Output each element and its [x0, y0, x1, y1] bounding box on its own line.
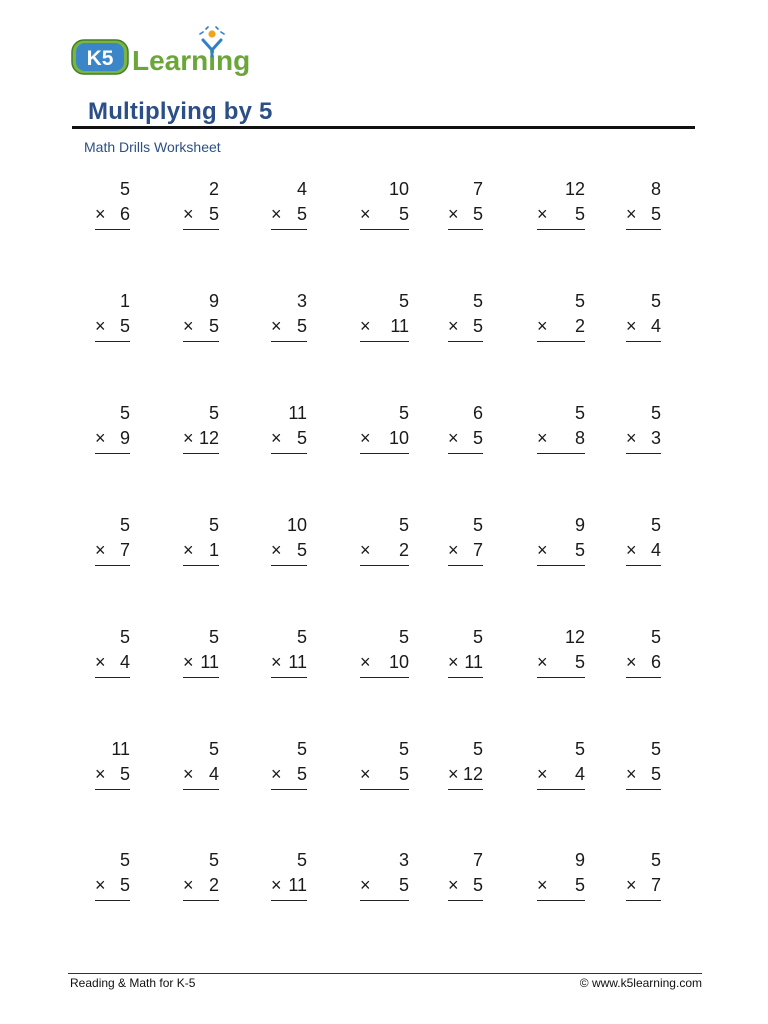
problem-r4-c6: [537, 514, 585, 574]
multiplier: 5: [208, 316, 219, 336]
problem-r6-c1: [95, 738, 130, 798]
multiplier: 11: [390, 316, 409, 336]
multiplier: 4: [119, 652, 130, 672]
answer-line: [95, 900, 130, 901]
multiplicand: 5: [650, 403, 661, 423]
times-sign: ×: [448, 204, 459, 224]
multiplicand: 5: [472, 627, 483, 647]
answer-line: [271, 789, 307, 790]
multiplier: 5: [296, 764, 307, 784]
times-sign: ×: [626, 875, 637, 895]
times-sign: ×: [271, 316, 282, 336]
multiplier: 5: [296, 428, 307, 448]
problem-r5-c3: [271, 626, 307, 686]
multiplier: 6: [119, 204, 130, 224]
problem-r1-c4: [360, 178, 409, 238]
multiplier: 8: [574, 428, 585, 448]
problem-r6-c6: [537, 738, 585, 798]
answer-line: [626, 789, 661, 790]
answer-line: [360, 341, 409, 342]
multiplicand: 5: [398, 403, 409, 423]
multiplicand: 5: [472, 291, 483, 311]
times-sign: ×: [626, 652, 637, 672]
times-sign: ×: [271, 875, 282, 895]
footer-tagline: Reading & Math for K-5: [70, 976, 196, 990]
multiplicand: 5: [296, 850, 307, 870]
multiplicand: 5: [119, 403, 130, 423]
answer-line: [183, 677, 219, 678]
svg-text:Learning: Learning: [132, 45, 251, 76]
times-sign: ×: [537, 652, 548, 672]
answer-line: [360, 900, 409, 901]
multiplicand: 5: [119, 627, 130, 647]
multiplier: 7: [472, 540, 483, 560]
times-sign: ×: [95, 652, 106, 672]
times-sign: ×: [448, 652, 459, 672]
multiplier: 11: [288, 652, 307, 672]
answer-line: [95, 789, 130, 790]
multiplier: 5: [472, 428, 483, 448]
answer-line: [448, 453, 483, 454]
times-sign: ×: [537, 428, 548, 448]
footer-copyright: © www.k5learning.com: [579, 976, 702, 990]
multiplier: 5: [472, 204, 483, 224]
multiplicand: 3: [296, 291, 307, 311]
multiplier: 5: [119, 764, 130, 784]
answer-line: [537, 453, 585, 454]
times-sign: ×: [95, 540, 106, 560]
problem-r5-c4: [360, 626, 409, 686]
times-sign: ×: [537, 764, 548, 784]
problem-r1-c7: [626, 178, 661, 238]
multiplier: 5: [574, 652, 585, 672]
multiplier: 5: [472, 875, 483, 895]
answer-line: [271, 900, 307, 901]
problem-r7-c4: [360, 849, 409, 909]
answer-line: [626, 341, 661, 342]
problem-r1-c3: [271, 178, 307, 238]
times-sign: ×: [271, 764, 282, 784]
answer-line: [626, 900, 661, 901]
problem-r4-c7: [626, 514, 661, 574]
multiplicand: 9: [574, 515, 585, 535]
answer-line: [183, 900, 219, 901]
problem-r3-c6: [537, 402, 585, 462]
multiplier: 5: [296, 204, 307, 224]
problem-r1-c5: [448, 178, 483, 238]
answer-line: [448, 789, 483, 790]
problem-r4-c2: [183, 514, 219, 574]
problem-r3-c2: [183, 402, 219, 462]
times-sign: ×: [626, 428, 637, 448]
multiplicand: 9: [208, 291, 219, 311]
problem-r6-c4: [360, 738, 409, 798]
worksheet-title: Multiplying by 5: [88, 98, 273, 125]
multiplier: 10: [388, 428, 409, 448]
multiplier: 4: [650, 540, 661, 560]
problem-r4-c5: [448, 514, 483, 574]
multiplier: 2: [208, 875, 219, 895]
problem-r1-c2: [183, 178, 219, 238]
answer-line: [95, 565, 130, 566]
problem-r7-c3: [271, 849, 307, 909]
times-sign: ×: [626, 204, 637, 224]
answer-line: [271, 453, 307, 454]
multiplier: 5: [398, 204, 409, 224]
answer-line: [448, 677, 483, 678]
multiplier: 12: [462, 764, 483, 784]
times-sign: ×: [448, 428, 459, 448]
multiplicand: 7: [472, 850, 483, 870]
multiplier: 5: [119, 875, 130, 895]
multiplier: 2: [574, 316, 585, 336]
times-sign: ×: [537, 540, 548, 560]
multiplicand: 5: [398, 739, 409, 759]
problem-r5-c7: [626, 626, 661, 686]
multiplier: 6: [650, 652, 661, 672]
times-sign: ×: [183, 428, 194, 448]
times-sign: ×: [360, 204, 371, 224]
problem-r2-c7: [626, 290, 661, 350]
times-sign: ×: [360, 764, 371, 784]
multiplicand: 5: [119, 515, 130, 535]
multiplicand: 5: [398, 291, 409, 311]
answer-line: [537, 341, 585, 342]
answer-line: [537, 900, 585, 901]
answer-line: [95, 229, 130, 230]
multiplicand: 5: [296, 739, 307, 759]
multiplicand: 6: [472, 403, 483, 423]
multiplier: 11: [288, 875, 307, 895]
multiplier: 3: [650, 428, 661, 448]
problem-r3-c3: [271, 402, 307, 462]
answer-line: [95, 341, 130, 342]
problem-r2-c3: [271, 290, 307, 350]
problem-r1-c1: [95, 178, 130, 238]
problem-r6-c3: [271, 738, 307, 798]
multiplicand: 5: [398, 515, 409, 535]
multiplicand: 2: [208, 179, 219, 199]
multiplicand: 10: [388, 179, 409, 199]
footer-divider: [68, 973, 702, 974]
answer-line: [95, 677, 130, 678]
times-sign: ×: [537, 316, 548, 336]
times-sign: ×: [360, 540, 371, 560]
problem-r6-c5: [448, 738, 483, 798]
multiplicand: 7: [472, 179, 483, 199]
multiplicand: 9: [574, 850, 585, 870]
multiplier: 1: [208, 540, 219, 560]
problem-r4-c4: [360, 514, 409, 574]
answer-line: [183, 565, 219, 566]
times-sign: ×: [448, 316, 459, 336]
problem-r4-c3: [271, 514, 307, 574]
problem-r2-c1: [95, 290, 130, 350]
times-sign: ×: [271, 652, 282, 672]
problem-r3-c7: [626, 402, 661, 462]
problem-r4-c1: [95, 514, 130, 574]
answer-line: [360, 453, 409, 454]
multiplier: 5: [472, 316, 483, 336]
multiplicand: 5: [119, 850, 130, 870]
answer-line: [360, 229, 409, 230]
answer-line: [626, 677, 661, 678]
svg-text:K5: K5: [86, 47, 114, 70]
answer-line: [183, 789, 219, 790]
problem-r7-c5: [448, 849, 483, 909]
problem-r1-c6: [537, 178, 585, 238]
problem-r3-c4: [360, 402, 409, 462]
multiplier: 4: [650, 316, 661, 336]
answer-line: [626, 453, 661, 454]
times-sign: ×: [271, 428, 282, 448]
answer-line: [448, 341, 483, 342]
multiplicand: 4: [296, 179, 307, 199]
multiplicand: 11: [288, 403, 307, 423]
times-sign: ×: [95, 764, 106, 784]
problem-r2-c5: [448, 290, 483, 350]
multiplicand: 11: [111, 739, 130, 759]
times-sign: ×: [183, 540, 194, 560]
times-sign: ×: [537, 875, 548, 895]
multiplier: 5: [574, 875, 585, 895]
times-sign: ×: [95, 316, 106, 336]
times-sign: ×: [448, 764, 459, 784]
multiplier: 5: [650, 204, 661, 224]
worksheet-subtitle: Math Drills Worksheet: [84, 139, 221, 155]
multiplicand: 5: [398, 627, 409, 647]
problem-r7-c7: [626, 849, 661, 909]
answer-line: [183, 341, 219, 342]
multiplicand: 5: [650, 627, 661, 647]
multiplicand: 5: [650, 515, 661, 535]
answer-line: [448, 565, 483, 566]
multiplier: 5: [296, 540, 307, 560]
times-sign: ×: [537, 204, 548, 224]
multiplicand: 5: [650, 850, 661, 870]
answer-line: [448, 900, 483, 901]
times-sign: ×: [360, 875, 371, 895]
multiplicand: 5: [208, 739, 219, 759]
answer-line: [271, 229, 307, 230]
problem-r6-c7: [626, 738, 661, 798]
answer-line: [448, 229, 483, 230]
multiplicand: 5: [574, 739, 585, 759]
answer-line: [537, 677, 585, 678]
answer-line: [360, 565, 409, 566]
multiplicand: 10: [286, 515, 307, 535]
answer-line: [626, 565, 661, 566]
problem-r7-c6: [537, 849, 585, 909]
multiplier: 5: [398, 764, 409, 784]
answer-line: [537, 565, 585, 566]
answer-line: [537, 789, 585, 790]
multiplier: 9: [119, 428, 130, 448]
multiplier: 5: [650, 764, 661, 784]
problem-r2-c2: [183, 290, 219, 350]
multiplicand: 1: [119, 291, 130, 311]
multiplier: 5: [296, 316, 307, 336]
multiplicand: 12: [564, 627, 585, 647]
multiplier: 5: [574, 204, 585, 224]
problem-r6-c2: [183, 738, 219, 798]
times-sign: ×: [183, 204, 194, 224]
multiplier: 4: [574, 764, 585, 784]
multiplier: 7: [119, 540, 130, 560]
times-sign: ×: [626, 764, 637, 784]
problem-r7-c2: [183, 849, 219, 909]
problem-r5-c6: [537, 626, 585, 686]
multiplicand: 5: [650, 291, 661, 311]
multiplicand: 5: [574, 291, 585, 311]
multiplier: 11: [200, 652, 219, 672]
times-sign: ×: [360, 652, 371, 672]
times-sign: ×: [95, 875, 106, 895]
answer-line: [271, 565, 307, 566]
multiplier: 4: [208, 764, 219, 784]
times-sign: ×: [360, 428, 371, 448]
multiplicand: 5: [472, 739, 483, 759]
multiplier: 2: [398, 540, 409, 560]
times-sign: ×: [448, 875, 459, 895]
multiplier: 7: [650, 875, 661, 895]
multiplicand: 5: [208, 627, 219, 647]
multiplicand: 5: [208, 515, 219, 535]
times-sign: ×: [183, 764, 194, 784]
multiplicand: 5: [296, 627, 307, 647]
multiplier: 11: [464, 652, 483, 672]
multiplicand: 5: [574, 403, 585, 423]
problem-r3-c1: [95, 402, 130, 462]
multiplicand: 12: [564, 179, 585, 199]
multiplier: 12: [198, 428, 219, 448]
problem-r5-c2: [183, 626, 219, 686]
times-sign: ×: [95, 204, 106, 224]
problem-r2-c4: [360, 290, 409, 350]
answer-line: [626, 229, 661, 230]
times-sign: ×: [183, 652, 194, 672]
multiplier: 5: [574, 540, 585, 560]
multiplier: 5: [398, 875, 409, 895]
times-sign: ×: [271, 540, 282, 560]
multiplicand: 5: [208, 403, 219, 423]
multiplicand: 8: [650, 179, 661, 199]
times-sign: ×: [271, 204, 282, 224]
problem-r5-c1: [95, 626, 130, 686]
multiplier: 10: [388, 652, 409, 672]
multiplicand: 5: [650, 739, 661, 759]
times-sign: ×: [626, 316, 637, 336]
answer-line: [183, 453, 219, 454]
multiplicand: 5: [208, 850, 219, 870]
times-sign: ×: [360, 316, 371, 336]
multiplicand: 5: [119, 179, 130, 199]
multiplier: 5: [119, 316, 130, 336]
multiplicand: 5: [472, 515, 483, 535]
multiplier: 5: [208, 204, 219, 224]
multiplicand: 3: [398, 850, 409, 870]
answer-line: [537, 229, 585, 230]
answer-line: [360, 677, 409, 678]
answer-line: [95, 453, 130, 454]
problem-r7-c1: [95, 849, 130, 909]
times-sign: ×: [448, 540, 459, 560]
times-sign: ×: [183, 875, 194, 895]
times-sign: ×: [95, 428, 106, 448]
answer-line: [271, 341, 307, 342]
times-sign: ×: [183, 316, 194, 336]
times-sign: ×: [626, 540, 637, 560]
answer-line: [183, 229, 219, 230]
problem-r5-c5: [448, 626, 483, 686]
answer-line: [360, 789, 409, 790]
problem-r2-c6: [537, 290, 585, 350]
problem-r3-c5: [448, 402, 483, 462]
answer-line: [271, 677, 307, 678]
